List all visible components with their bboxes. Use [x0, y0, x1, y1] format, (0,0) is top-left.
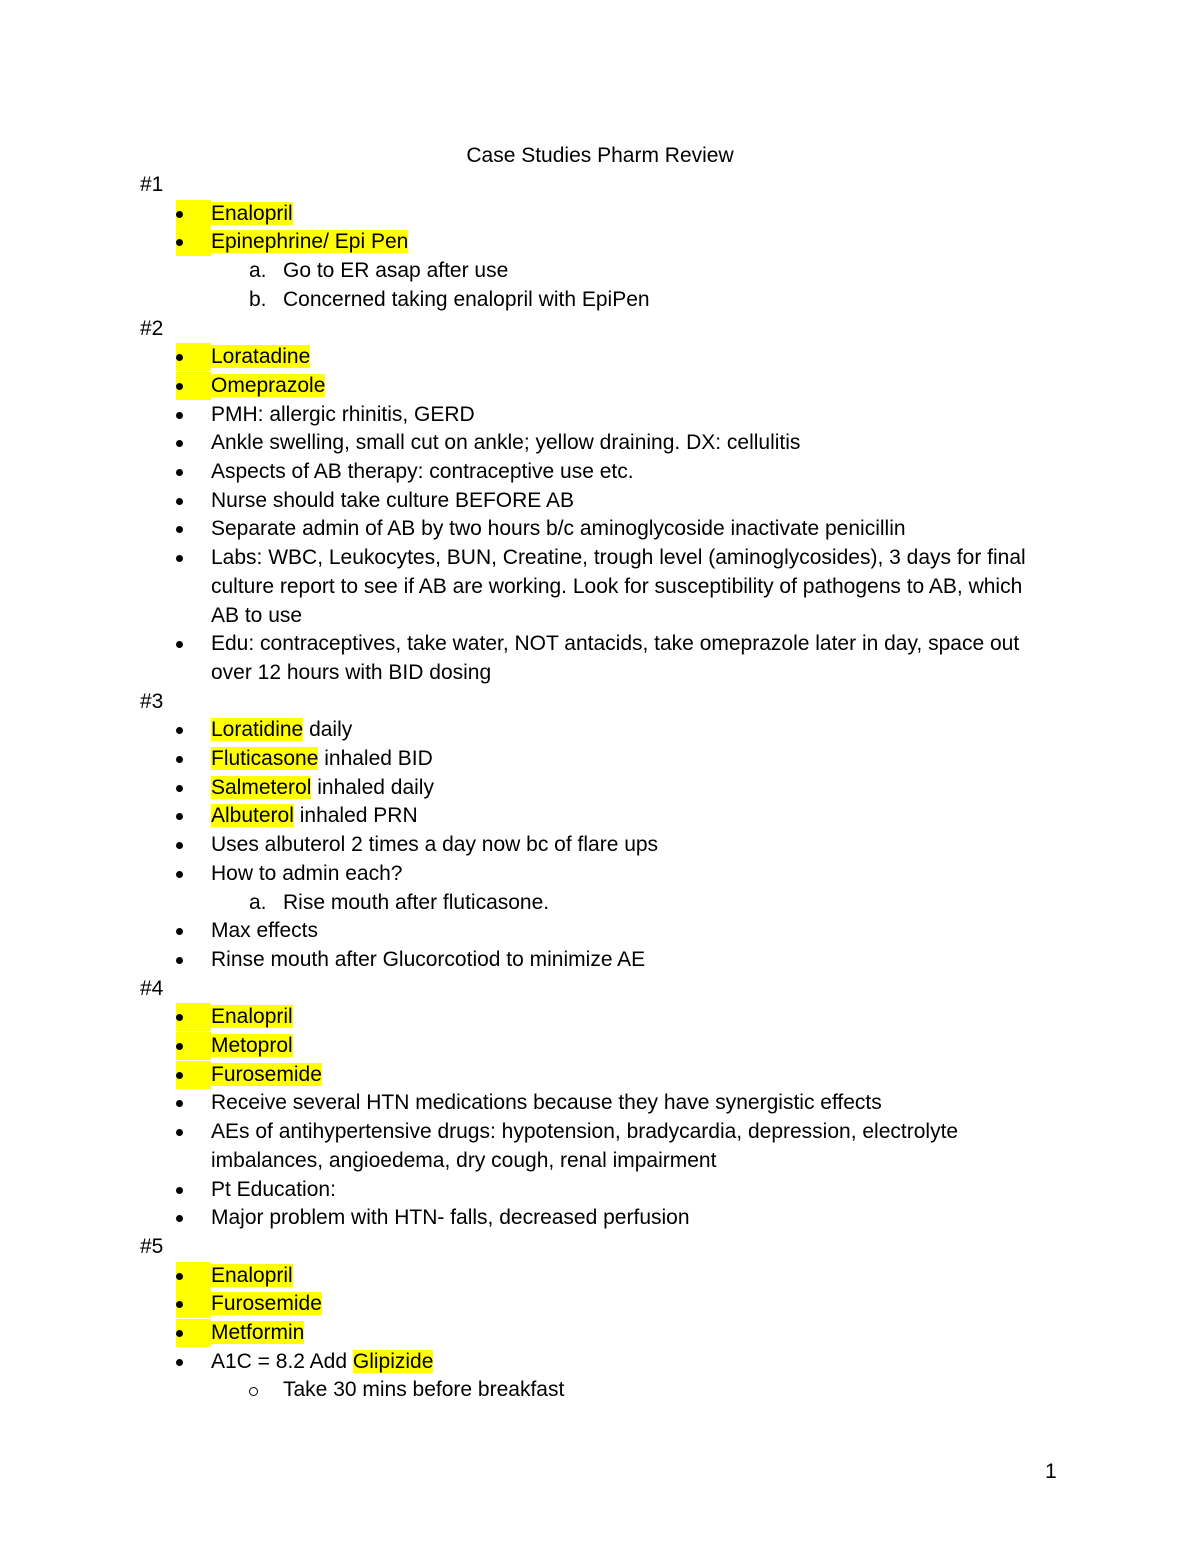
- bullet-icon: [176, 1072, 183, 1079]
- list-item: [211, 802, 418, 830]
- bullet-icon: [176, 1043, 183, 1050]
- list-item-text: Uses albuterol 2 times a day now bc of flare ups: [211, 833, 659, 857]
- circle-bullet-icon: [249, 1387, 258, 1396]
- page-number: 1: [1045, 1460, 1057, 1483]
- bullet-icon: [176, 412, 183, 419]
- list-marker: a.: [249, 890, 267, 914]
- list-item-text: imbalances, angioedema, dry cough, renal impairment: [211, 1148, 717, 1172]
- list-item-text: culture report to see if AB are working. Look for susceptibility of pathogens to AB, which: [211, 574, 1023, 598]
- list-item: [211, 1032, 293, 1060]
- section-heading: #3: [140, 689, 164, 713]
- list-marker: b.: [249, 287, 267, 311]
- highlighted-drug-name: Metoprol: [211, 1034, 293, 1057]
- list-item-text: Ankle swelling, small cut on ankle; yellow draining. DX: cellulitis: [211, 431, 801, 455]
- highlighted-drug-name: Albuterol: [211, 804, 294, 828]
- highlighted-drug-name: Salmeterol: [211, 775, 312, 799]
- list-item: [211, 1290, 322, 1318]
- list-item-text: daily: [303, 718, 353, 742]
- highlighted-drug-name: Enalopril: [211, 1263, 293, 1287]
- highlighted-drug-name: Enalopril: [211, 201, 293, 225]
- list-marker: a.: [249, 259, 267, 283]
- list-item-text: over 12 hours with BID dosing: [211, 660, 492, 684]
- section-heading: #2: [140, 316, 164, 340]
- list-item-text: Edu: contraceptives, take water, NOT antacids, take omeprazole later in day, space out: [211, 632, 1020, 656]
- list-item: [211, 1348, 433, 1376]
- list-item-text: A1C = 8.2 Add: [211, 1349, 353, 1373]
- list-item-text: Labs: WBC, Leukocytes, BUN, Creatine, trough level (aminoglycosides), 3 days for final: [211, 546, 1026, 570]
- bullet-icon: [176, 469, 183, 476]
- section-heading: #4: [140, 976, 164, 1000]
- list-item: [211, 716, 352, 744]
- bullet-icon: [176, 1100, 183, 1107]
- sub-item-text: Concerned taking enalopril with EpiPen: [283, 287, 650, 311]
- list-item: [211, 745, 433, 773]
- highlighted-drug-name: Loratadine: [211, 345, 311, 369]
- list-item-text: Pt Education:: [211, 1177, 336, 1201]
- document-title: Case Studies Pharm Review: [466, 144, 734, 167]
- bullet-icon: [176, 1330, 183, 1337]
- list-item-text: AB to use: [211, 603, 303, 627]
- list-item-text: inhaled BID: [318, 747, 433, 770]
- bullet-icon: [176, 957, 183, 964]
- highlighted-drug-name: Enalopril: [211, 1005, 293, 1029]
- highlighted-drug-name: Metformin: [211, 1321, 305, 1344]
- bullet-icon: [176, 1187, 183, 1194]
- sub-item-text: Go to ER asap after use: [283, 259, 509, 283]
- list-item-text: Aspects of AB therapy: contraceptive use etc.: [211, 460, 634, 483]
- highlighted-drug-name: Omeprazole: [211, 373, 326, 397]
- list-item: [211, 1262, 293, 1290]
- highlighted-drug-name: Furosemide: [211, 1292, 322, 1316]
- section-heading: #1: [140, 173, 164, 196]
- list-item: [211, 372, 325, 400]
- sub-item-text: Rise mouth after fluticasone.: [283, 890, 550, 914]
- bullet-icon: [176, 842, 183, 849]
- bullet-icon: [176, 1215, 183, 1222]
- bullet-icon: [176, 641, 183, 648]
- list-item: [211, 1061, 322, 1089]
- list-item-text: Max effects: [211, 919, 318, 943]
- bullet-icon: [176, 871, 183, 878]
- bullet-icon: [176, 928, 183, 935]
- list-item-text: How to admin each?: [211, 861, 403, 885]
- bullet-icon: [176, 383, 183, 390]
- highlighted-drug-name: Furosemide: [211, 1062, 322, 1086]
- bullet-icon: [176, 498, 183, 505]
- list-item-text: Receive several HTN medications because they have synergistic effects: [211, 1091, 882, 1115]
- list-item-text: PMH: allergic rhinitis, GERD: [211, 402, 475, 426]
- bullet-icon: [176, 555, 183, 562]
- list-item: [211, 1319, 304, 1347]
- list-item: [211, 774, 434, 802]
- highlighted-drug-name: Glipizide: [352, 1349, 434, 1373]
- list-item-text: Separate admin of AB by two hours b/c aminoglycoside inactivate penicillin: [211, 517, 906, 541]
- list-item-text: inhaled PRN: [293, 804, 418, 828]
- sub-item-text: Take 30 mins before breakfast: [283, 1378, 565, 1402]
- bullet-icon: [176, 440, 183, 447]
- bullet-icon: [176, 526, 183, 533]
- bullet-icon: [176, 1273, 183, 1280]
- bullet-icon: [176, 1129, 183, 1136]
- section-heading: #5: [140, 1234, 164, 1258]
- list-item-text: AEs of antihypertensive drugs: hypotension, bradycardia, depression, electrolyte: [211, 1120, 959, 1144]
- bullet-icon: [176, 211, 183, 218]
- bullet-icon: [176, 727, 183, 734]
- bullet-icon: [176, 756, 183, 763]
- bullet-icon: [176, 785, 183, 792]
- bullet-icon: [176, 813, 183, 820]
- highlighted-drug-name: Fluticasone: [211, 747, 319, 770]
- list-item: [211, 200, 293, 228]
- list-item: [211, 343, 310, 371]
- list-item-text: Rinse mouth after Glucorcotiod to minimize AE: [211, 947, 646, 971]
- bullet-icon: [176, 1359, 183, 1366]
- highlighted-drug-name: Epinephrine/ Epi Pen: [211, 230, 409, 254]
- list-item: [211, 1003, 293, 1031]
- list-item-text: inhaled daily: [311, 775, 434, 799]
- list-item: [211, 228, 408, 256]
- list-item-text: Nurse should take culture BEFORE AB: [211, 488, 574, 512]
- highlighted-drug-name: Loratidine: [211, 718, 304, 742]
- list-item-text: Major problem with HTN- falls, decreased perfusion: [211, 1206, 690, 1230]
